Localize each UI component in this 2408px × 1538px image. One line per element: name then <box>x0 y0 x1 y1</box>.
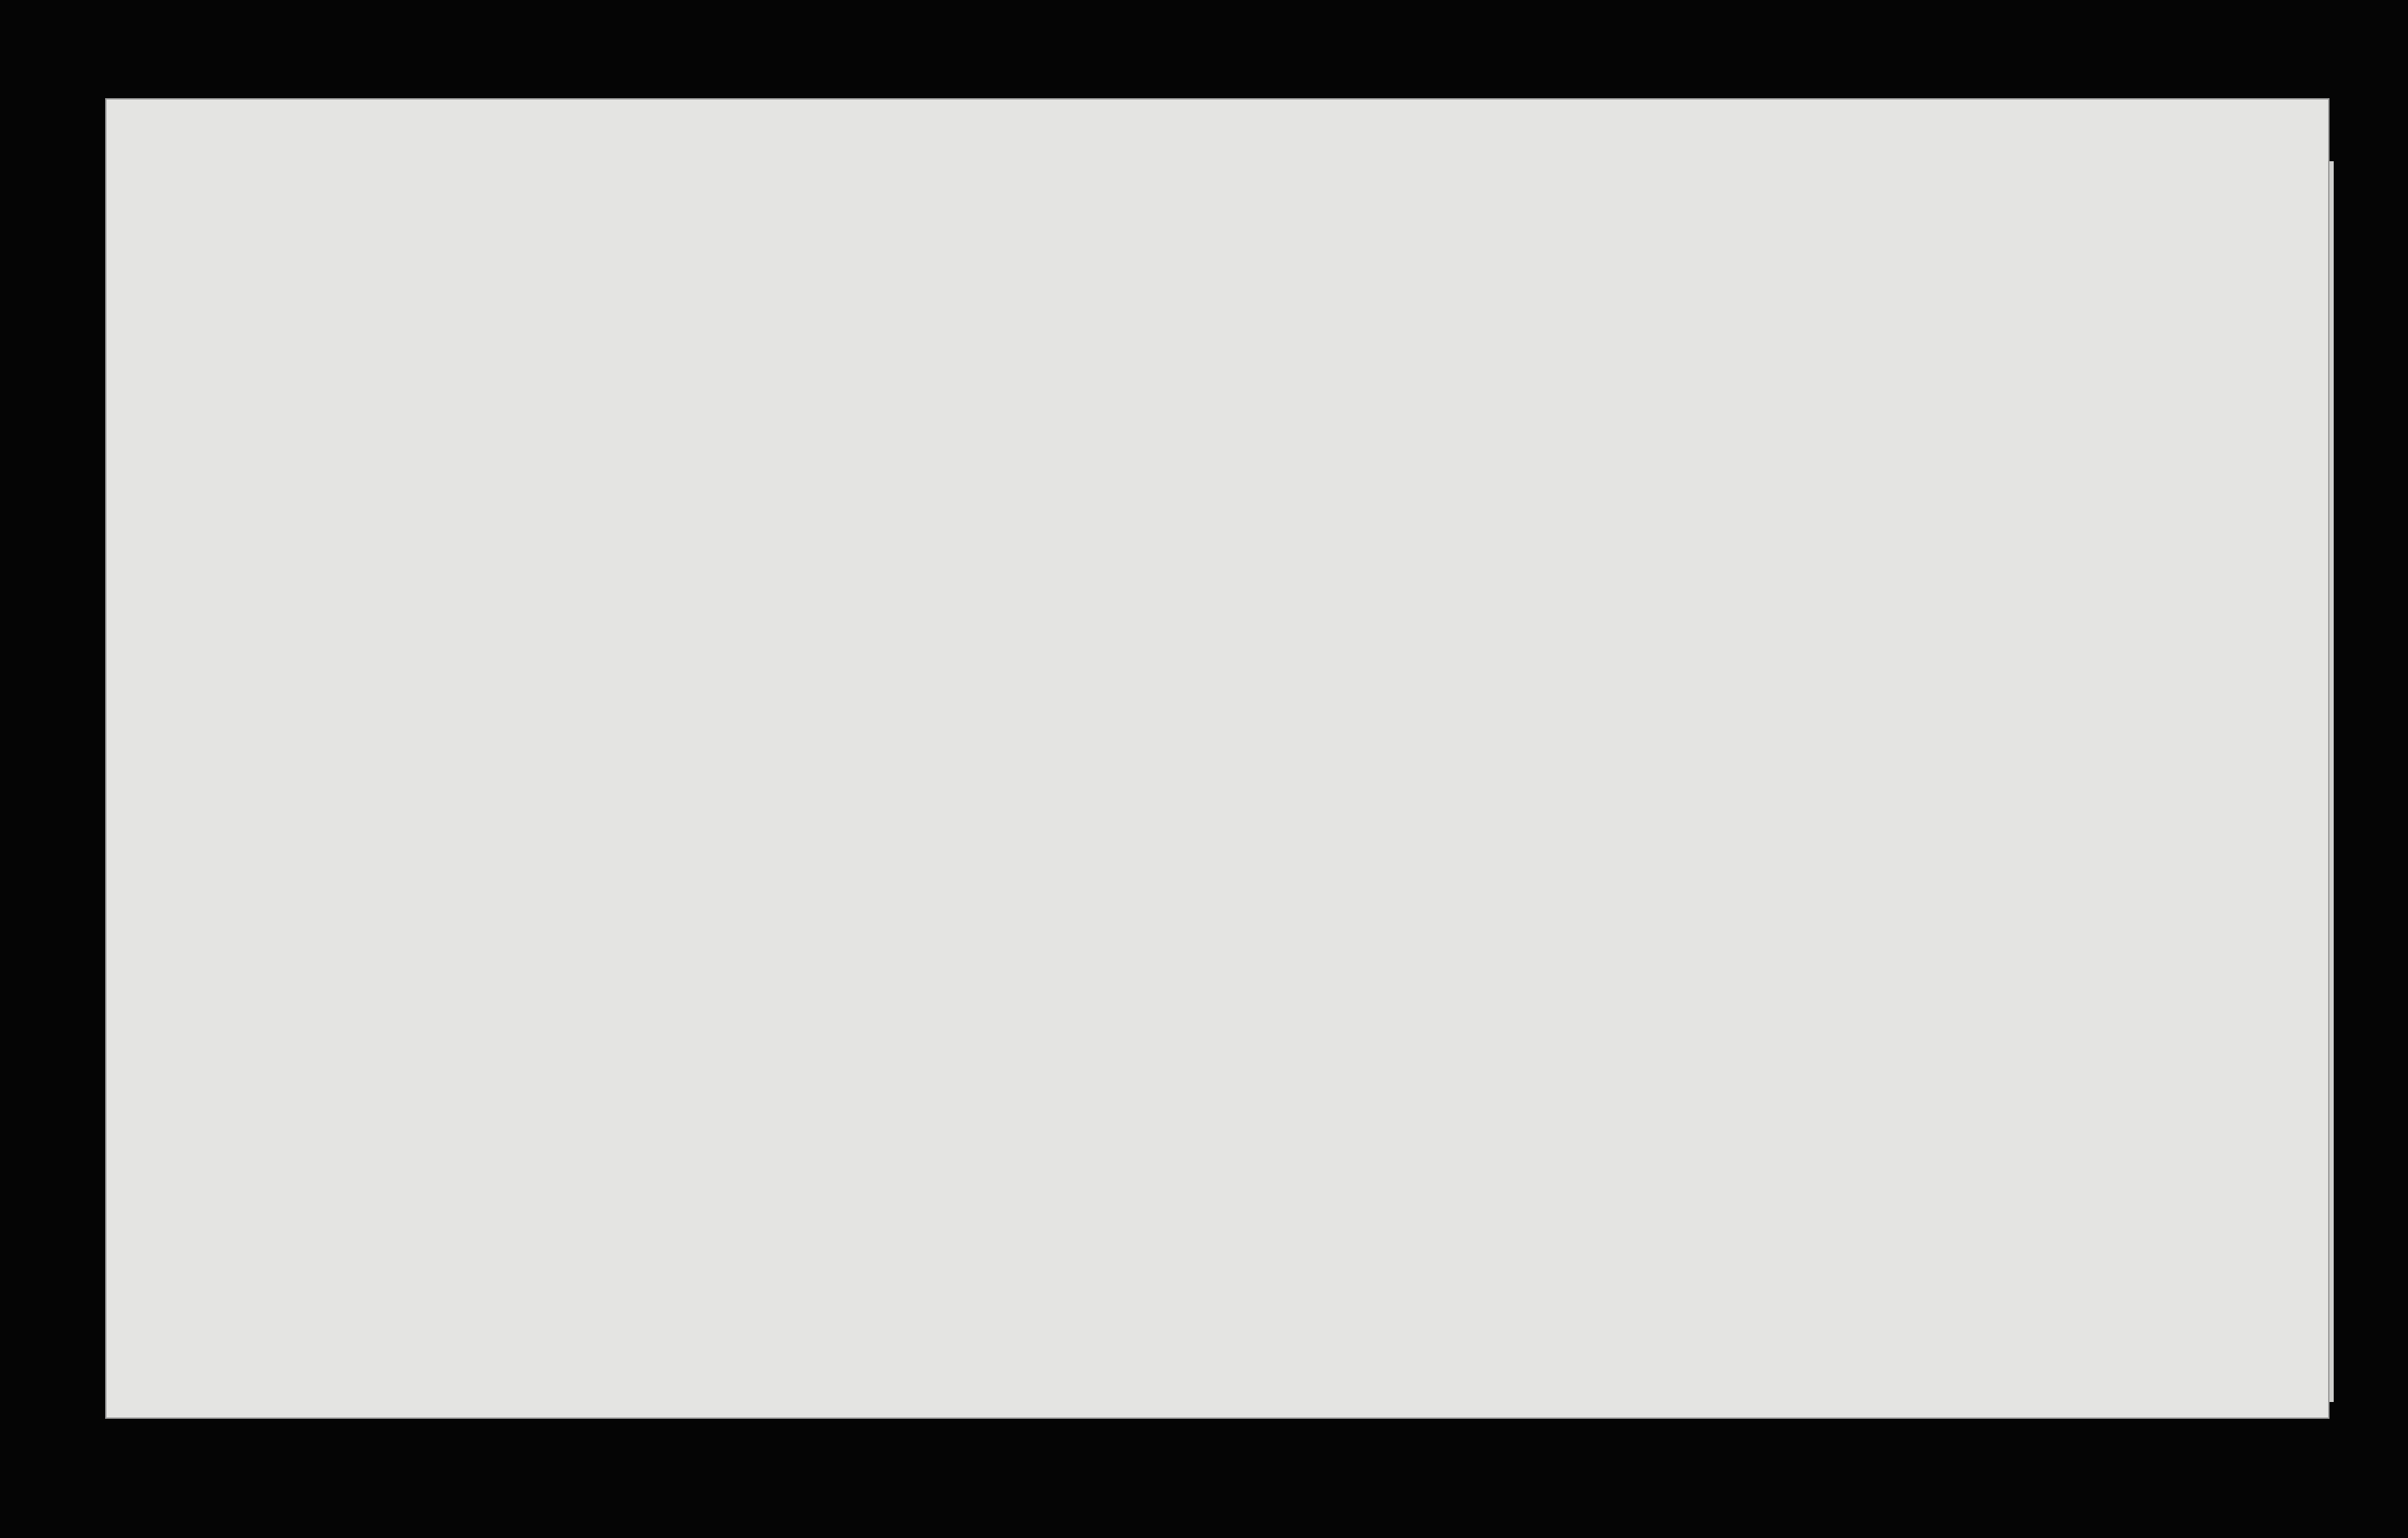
census-form-sheet <box>105 98 2330 1419</box>
